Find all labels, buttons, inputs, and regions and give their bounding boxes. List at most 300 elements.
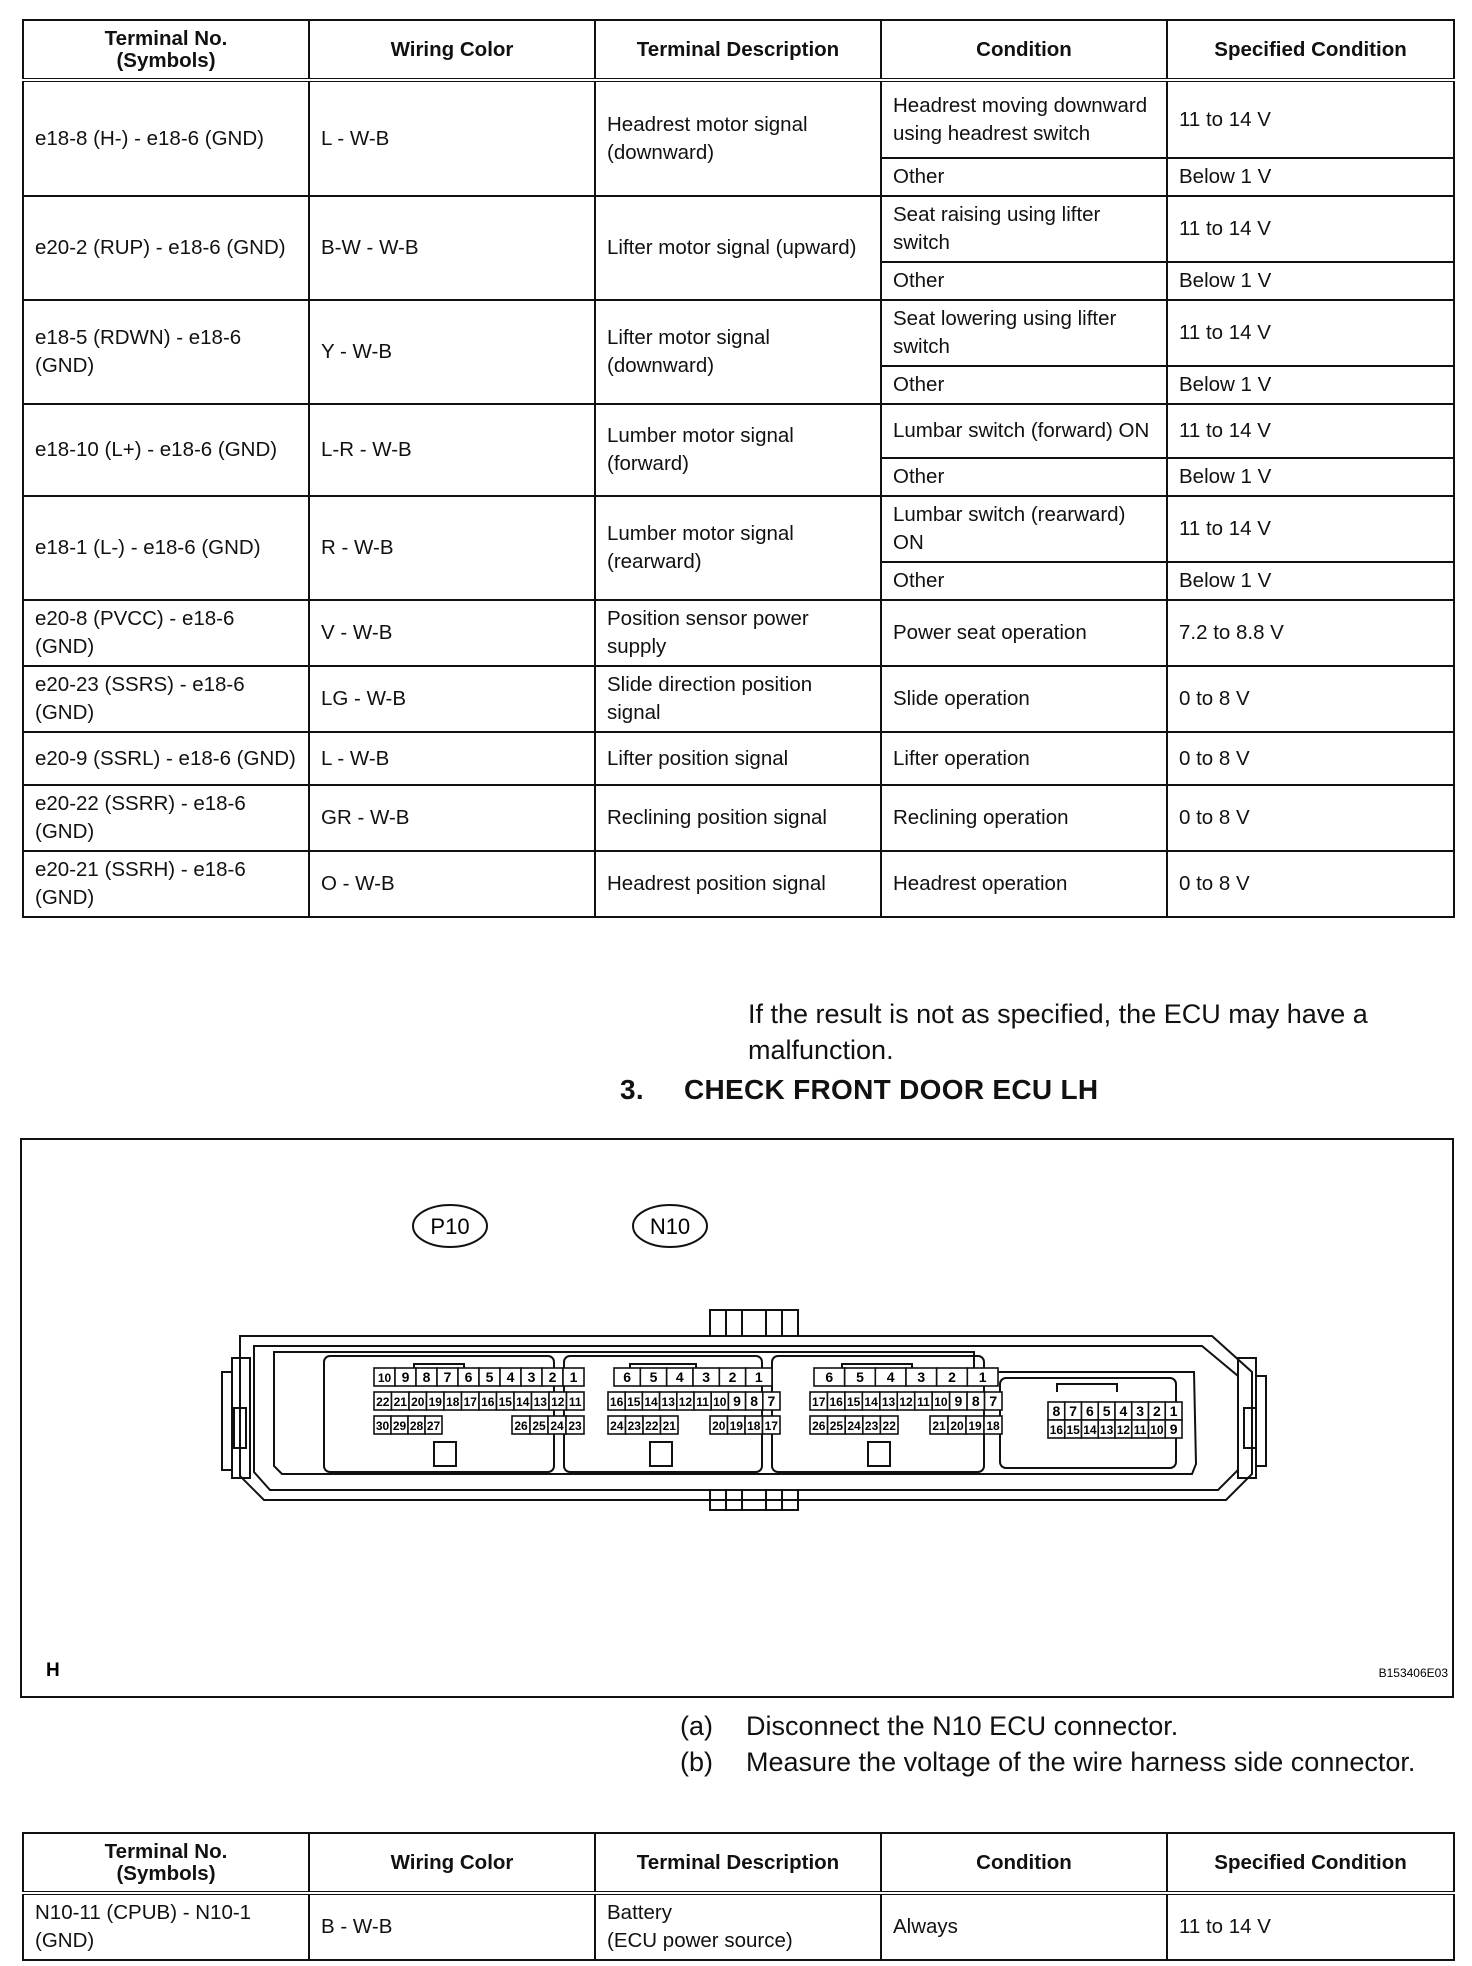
connector-pin	[542, 1368, 563, 1386]
table-row	[23, 496, 1454, 562]
connector-pin	[497, 1392, 515, 1410]
description-cell: Lifter motor signal (upward)	[595, 196, 881, 300]
connector-pin	[563, 1368, 584, 1386]
svg-text:7: 7	[767, 1393, 776, 1409]
column-header: Wiring Color	[309, 20, 595, 80]
terminal-cell: e20-22 (SSRR) - e18-6 (GND)	[23, 785, 309, 851]
connector-pin	[1065, 1402, 1082, 1420]
svg-text:2: 2	[548, 1369, 557, 1385]
malfunction-note: If the result is not as specified, the ECU may have a malfunction.	[748, 999, 1368, 1065]
connector-pin	[845, 1368, 876, 1386]
svg-text:3: 3	[527, 1369, 536, 1385]
connector-pin	[763, 1416, 781, 1434]
wiring-color-cell: V - W-B	[309, 600, 595, 666]
svg-text:10: 10	[713, 1395, 727, 1409]
figure-corner-label: H	[46, 1660, 60, 1681]
figure-code: B153406E03	[1378, 1666, 1448, 1680]
terminal-cell: e18-10 (L+) - e18-6 (GND)	[23, 404, 309, 496]
connector-pin	[416, 1368, 437, 1386]
svg-text:21: 21	[932, 1419, 946, 1433]
p10-label: P10	[430, 1214, 470, 1239]
connector-pin	[1082, 1420, 1099, 1438]
terminal-cell: N10-11 (CPUB) - N10-1 (GND)	[23, 1893, 309, 1960]
svg-text:24: 24	[550, 1419, 564, 1433]
svg-text:20: 20	[712, 1419, 726, 1433]
svg-text:8: 8	[750, 1393, 759, 1409]
svg-text:14: 14	[516, 1395, 530, 1409]
connector-pin	[966, 1416, 984, 1434]
connector-pin	[906, 1368, 937, 1386]
connector-pin	[614, 1368, 640, 1386]
step-text: Disconnect the N10 ECU connector.	[746, 1711, 1179, 1741]
spec-cell: 0 to 8 V	[1167, 851, 1454, 917]
connector-pin	[845, 1416, 863, 1434]
connector-pin	[444, 1392, 462, 1410]
svg-text:7: 7	[989, 1393, 998, 1409]
svg-text:12: 12	[899, 1395, 913, 1409]
svg-text:5: 5	[856, 1369, 864, 1385]
svg-text:7: 7	[443, 1369, 452, 1385]
step-text: Measure the voltage of the wire harness side connector.	[746, 1747, 1416, 1777]
terminal-cell: e20-2 (RUP) - e18-6 (GND)	[23, 196, 309, 300]
header-row	[23, 20, 1454, 80]
terminal-cell: e18-1 (L-) - e18-6 (GND)	[23, 496, 309, 600]
connector-pin	[479, 1392, 497, 1410]
svg-text:15: 15	[627, 1395, 641, 1409]
svg-text:22: 22	[645, 1419, 659, 1433]
svg-text:25: 25	[829, 1419, 844, 1433]
connector-pin	[409, 1392, 427, 1410]
svg-text:7: 7	[1069, 1403, 1078, 1419]
table-row	[23, 851, 1454, 917]
connector-pin	[930, 1416, 948, 1434]
connector-pin	[392, 1392, 410, 1410]
condition-cell: Slide operation	[881, 666, 1167, 732]
connector-pin	[932, 1392, 949, 1410]
description-cell: Lifter motor signal (downward)	[595, 300, 881, 404]
condition-cell: Other	[881, 458, 1167, 496]
connector-pin	[1098, 1402, 1115, 1420]
spec-cell: 11 to 14 V	[1167, 300, 1454, 366]
connector-pin	[660, 1392, 677, 1410]
connector-pin	[937, 1368, 968, 1386]
connector-pin	[500, 1368, 521, 1386]
svg-text:2: 2	[948, 1369, 956, 1385]
connector-pin	[667, 1368, 693, 1386]
svg-text:8: 8	[422, 1369, 431, 1385]
connector-pin	[374, 1416, 391, 1434]
svg-text:13: 13	[881, 1395, 896, 1409]
connector-pin	[521, 1368, 542, 1386]
svg-text:3: 3	[702, 1369, 711, 1385]
wiring-color-cell: O - W-B	[309, 851, 595, 917]
svg-text:5: 5	[649, 1369, 658, 1385]
condition-cell: Other	[881, 158, 1167, 196]
svg-text:25: 25	[532, 1419, 546, 1433]
connector-pin	[566, 1416, 584, 1434]
table-row	[23, 666, 1454, 732]
condition-cell: Lumbar switch (forward) ON	[881, 404, 1167, 458]
description-cell: Headrest position signal	[595, 851, 881, 917]
terminal-cell: e20-8 (PVCC) - e18-6 (GND)	[23, 600, 309, 666]
spec-cell: 11 to 14 V	[1167, 196, 1454, 262]
procedure-steps	[680, 1708, 1420, 1780]
column-header: Terminal Description	[595, 20, 881, 80]
wiring-color-cell: Y - W-B	[309, 300, 595, 404]
connector-pin	[458, 1368, 479, 1386]
svg-text:6: 6	[825, 1369, 834, 1385]
svg-text:26: 26	[514, 1419, 528, 1433]
condition-cell: Lumbar switch (rearward) ON	[881, 496, 1167, 562]
connector-pin	[845, 1392, 862, 1410]
description-cell: Lumber motor signal (rearward)	[595, 496, 881, 600]
spec-cell: 11 to 14 V	[1167, 1893, 1454, 1960]
svg-text:4: 4	[506, 1369, 515, 1385]
svg-text:18: 18	[446, 1395, 460, 1409]
step-b	[680, 1744, 1420, 1780]
svg-text:22: 22	[376, 1395, 390, 1409]
connector-pin	[763, 1392, 780, 1410]
spec-cell: 0 to 8 V	[1167, 732, 1454, 785]
svg-text:19: 19	[729, 1419, 743, 1433]
connector-pin	[640, 1368, 666, 1386]
table-row	[23, 785, 1454, 851]
svg-text:15: 15	[498, 1395, 512, 1409]
svg-text:10: 10	[934, 1395, 948, 1409]
connector-pin	[863, 1416, 881, 1434]
condition-cell: Seat lowering using lifter switch	[881, 300, 1167, 366]
svg-text:9: 9	[733, 1393, 741, 1409]
column-header: Wiring Color	[309, 1833, 595, 1893]
svg-text:10: 10	[377, 1371, 392, 1385]
svg-text:17: 17	[812, 1395, 826, 1409]
left-bracket	[222, 1358, 250, 1478]
connector-pin	[827, 1392, 844, 1410]
svg-text:23: 23	[627, 1419, 641, 1433]
wiring-color-cell: L-R - W-B	[309, 404, 595, 496]
connector-pin	[567, 1392, 585, 1410]
connector-pin	[512, 1416, 530, 1434]
table-row	[23, 80, 1454, 158]
connector-pin	[967, 1368, 998, 1386]
svg-text:30: 30	[375, 1419, 390, 1433]
connector-pin	[810, 1392, 827, 1410]
connector-pin	[1132, 1402, 1149, 1420]
connector-pin	[693, 1368, 719, 1386]
spec-cell: Below 1 V	[1167, 262, 1454, 300]
step-label: (b)	[680, 1747, 713, 1777]
connector-pin	[1149, 1402, 1166, 1420]
connector-pin	[1149, 1420, 1166, 1438]
connector-pin	[427, 1392, 445, 1410]
spec-cell: 11 to 14 V	[1167, 80, 1454, 158]
connector-pin	[479, 1368, 500, 1386]
column-header: Condition	[881, 20, 1167, 80]
connector-pin	[746, 1392, 763, 1410]
spec-cell: 11 to 14 V	[1167, 496, 1454, 562]
svg-text:17: 17	[463, 1395, 477, 1409]
svg-text:21: 21	[393, 1395, 407, 1409]
description-cell: Slide direction position signal	[595, 666, 881, 732]
connector-pin	[745, 1416, 763, 1434]
spec-cell: Below 1 V	[1167, 562, 1454, 600]
spec-cell: 11 to 14 V	[1167, 404, 1454, 458]
wiring-color-cell: L - W-B	[309, 732, 595, 785]
condition-cell: Other	[881, 562, 1167, 600]
svg-text:17: 17	[764, 1419, 778, 1433]
svg-text:13: 13	[661, 1395, 675, 1409]
connector-pin	[462, 1392, 480, 1410]
svg-text:12: 12	[551, 1395, 565, 1409]
svg-text:11: 11	[696, 1395, 709, 1409]
svg-text:24: 24	[610, 1419, 624, 1433]
svg-text:4: 4	[1119, 1403, 1128, 1419]
connector-pin	[694, 1392, 711, 1410]
connector-pin	[530, 1416, 548, 1434]
connector-pin	[437, 1368, 458, 1386]
connector-pin	[880, 1416, 898, 1434]
svg-text:3: 3	[1136, 1403, 1145, 1419]
description-cell: Position sensor power supply	[595, 600, 881, 666]
svg-text:19: 19	[968, 1419, 982, 1433]
svg-text:16: 16	[829, 1395, 843, 1409]
svg-text:9: 9	[1169, 1421, 1178, 1437]
voltage-spec-table-1	[22, 19, 1455, 918]
connector-pin	[643, 1416, 661, 1434]
terminal-cell: e18-5 (RDWN) - e18-6 (GND)	[23, 300, 309, 404]
ecu-connector-diagram	[22, 1140, 1456, 1700]
connector-pin	[608, 1416, 626, 1434]
svg-text:12: 12	[1116, 1423, 1131, 1437]
svg-text:13: 13	[1099, 1423, 1114, 1437]
svg-text:11: 11	[568, 1395, 582, 1409]
svg-text:23: 23	[864, 1419, 879, 1433]
svg-text:15: 15	[1066, 1423, 1080, 1437]
svg-text:4: 4	[886, 1369, 895, 1385]
svg-text:16: 16	[1049, 1423, 1064, 1437]
spec-cell: 7.2 to 8.8 V	[1167, 600, 1454, 666]
condition-cell: Seat raising using lifter switch	[881, 196, 1167, 262]
svg-text:20: 20	[950, 1419, 964, 1433]
table-row	[23, 404, 1454, 458]
connector-pin	[548, 1416, 566, 1434]
svg-text:29: 29	[392, 1419, 407, 1433]
terminal-cell: e20-21 (SSRH) - e18-6 (GND)	[23, 851, 309, 917]
svg-text:19: 19	[428, 1395, 442, 1409]
connector-pin	[625, 1392, 642, 1410]
connector-pin	[719, 1368, 745, 1386]
connector-pin	[374, 1392, 392, 1410]
connector-pin	[814, 1368, 845, 1386]
svg-text:13: 13	[533, 1395, 547, 1409]
table-row	[23, 732, 1454, 785]
spec-cell: 0 to 8 V	[1167, 785, 1454, 851]
connector-pin	[626, 1416, 644, 1434]
connector-pin	[1048, 1420, 1065, 1438]
svg-text:1: 1	[754, 1369, 763, 1385]
svg-text:8: 8	[1052, 1403, 1061, 1419]
spec-cell: Below 1 V	[1167, 458, 1454, 496]
svg-text:14: 14	[1083, 1423, 1097, 1437]
svg-text:10: 10	[1150, 1423, 1164, 1437]
connector-pin	[1048, 1402, 1065, 1420]
spec-cell: Below 1 V	[1167, 366, 1454, 404]
terminal-cell: e20-23 (SSRS) - e18-6 (GND)	[23, 666, 309, 732]
connector-pin	[985, 1392, 1002, 1410]
condition-cell: Headrest operation	[881, 851, 1167, 917]
connector-pin	[915, 1392, 932, 1410]
connector-pin	[875, 1368, 906, 1386]
svg-text:6: 6	[1085, 1403, 1094, 1419]
connector-pin	[514, 1392, 532, 1410]
connector-pin	[374, 1368, 395, 1386]
condition-cell: Power seat operation	[881, 600, 1167, 666]
svg-text:26: 26	[812, 1419, 826, 1433]
section-title: CHECK FRONT DOOR ECU LH	[684, 1074, 1099, 1105]
connector-pin	[391, 1416, 408, 1434]
top-latch	[710, 1310, 798, 1336]
svg-text:8: 8	[971, 1393, 980, 1409]
svg-text:24: 24	[847, 1419, 861, 1433]
n10-label: N10	[649, 1214, 691, 1239]
wiring-color-cell: R - W-B	[309, 496, 595, 600]
connector-pin	[984, 1416, 1002, 1434]
svg-text:1: 1	[569, 1369, 578, 1385]
connector-pin	[1165, 1402, 1182, 1420]
description-cell: Battery (ECU power source)	[595, 1893, 881, 1960]
connector-pin	[728, 1416, 746, 1434]
connector-pin	[948, 1416, 966, 1434]
connector-pin	[608, 1392, 625, 1410]
wiring-color-cell: L - W-B	[309, 80, 595, 196]
condition-cell: Other	[881, 366, 1167, 404]
column-header: Specified Condition	[1167, 1833, 1454, 1893]
column-header: Terminal No. (Symbols)	[23, 1833, 309, 1893]
table-row	[23, 300, 1454, 366]
svg-text:1: 1	[1169, 1403, 1178, 1419]
connector-pin	[897, 1392, 914, 1410]
svg-text:4: 4	[675, 1369, 684, 1385]
svg-text:14: 14	[644, 1395, 658, 1409]
connector-pin	[1098, 1420, 1115, 1438]
connector-pin	[967, 1392, 984, 1410]
svg-text:15: 15	[846, 1395, 861, 1409]
svg-text:3: 3	[917, 1369, 926, 1385]
connector-pin	[549, 1392, 567, 1410]
column-header: Specified Condition	[1167, 20, 1454, 80]
connector-pin	[880, 1392, 897, 1410]
svg-text:28: 28	[409, 1419, 424, 1433]
condition-cell: Always	[881, 1893, 1167, 1960]
svg-text:27: 27	[426, 1419, 441, 1433]
column-header: Terminal No. (Symbols)	[23, 20, 309, 80]
connector-pin	[828, 1416, 846, 1434]
column-header: Terminal Description	[595, 1833, 881, 1893]
header-row	[23, 1833, 1454, 1893]
terminal-cell: e18-8 (H-) - e18-6 (GND)	[23, 80, 309, 196]
svg-text:2: 2	[1152, 1403, 1161, 1419]
svg-text:14: 14	[864, 1395, 878, 1409]
connector-pin	[1065, 1420, 1082, 1438]
connector-pin	[950, 1392, 967, 1410]
svg-text:16: 16	[481, 1395, 495, 1409]
svg-text:6: 6	[623, 1369, 632, 1385]
svg-text:23: 23	[568, 1419, 582, 1433]
table-row	[23, 600, 1454, 666]
connector-pin	[1115, 1402, 1132, 1420]
condition-cell: Lifter operation	[881, 732, 1167, 785]
connector-pin	[1165, 1420, 1182, 1438]
table-row	[23, 196, 1454, 262]
svg-text:21: 21	[662, 1419, 676, 1433]
condition-cell: Reclining operation	[881, 785, 1167, 851]
connector-pin	[532, 1392, 550, 1410]
svg-text:11: 11	[1133, 1423, 1147, 1437]
svg-text:9: 9	[401, 1369, 410, 1385]
ecu-connector-figure	[20, 1138, 1454, 1698]
connector-pin	[661, 1416, 679, 1434]
connector-pin	[1132, 1420, 1149, 1438]
svg-text:6: 6	[464, 1369, 473, 1385]
connector-pin	[1082, 1402, 1099, 1420]
condition-cell: Headrest moving downward using headrest switch	[881, 80, 1167, 158]
svg-text:22: 22	[882, 1419, 896, 1433]
description-cell: Lifter position signal	[595, 732, 881, 785]
connector-pin	[642, 1392, 659, 1410]
connector-pin	[746, 1368, 772, 1386]
svg-text:9: 9	[954, 1393, 963, 1409]
terminal-cell: e20-9 (SSRL) - e18-6 (GND)	[23, 732, 309, 785]
connector-pin	[711, 1392, 728, 1410]
section-number: 3.	[620, 1074, 644, 1105]
description-cell: Reclining position signal	[595, 785, 881, 851]
connector-pin	[862, 1392, 879, 1410]
spec-cell: 0 to 8 V	[1167, 666, 1454, 732]
connector-pin	[395, 1368, 416, 1386]
wiring-color-cell: B - W-B	[309, 1893, 595, 1960]
svg-text:18: 18	[747, 1419, 761, 1433]
connector-pin	[677, 1392, 694, 1410]
section-heading	[620, 1074, 1098, 1106]
voltage-spec-table-2	[22, 1832, 1455, 1961]
svg-text:16: 16	[609, 1395, 624, 1409]
description-cell: Headrest motor signal (downward)	[595, 80, 881, 196]
step-label: (a)	[680, 1711, 713, 1741]
svg-text:20: 20	[411, 1395, 425, 1409]
table-row	[23, 1893, 1454, 1960]
column-header: Condition	[881, 1833, 1167, 1893]
wiring-color-cell: B-W - W-B	[309, 196, 595, 300]
svg-text:18: 18	[986, 1419, 1000, 1433]
svg-text:5: 5	[485, 1369, 494, 1385]
step-a	[680, 1708, 1420, 1744]
condition-cell: Other	[881, 262, 1167, 300]
connector-pin	[710, 1416, 728, 1434]
svg-text:12: 12	[678, 1395, 693, 1409]
svg-text:2: 2	[728, 1369, 737, 1385]
connector-pin	[1115, 1420, 1132, 1438]
connector-pin	[810, 1416, 828, 1434]
connector-pin	[425, 1416, 442, 1434]
spec-cell: Below 1 V	[1167, 158, 1454, 196]
description-cell: Lumber motor signal (forward)	[595, 404, 881, 496]
svg-text:5: 5	[1102, 1403, 1111, 1419]
svg-text:1: 1	[978, 1369, 987, 1385]
wiring-color-cell: LG - W-B	[309, 666, 595, 732]
connector-pin	[408, 1416, 425, 1434]
svg-text:11: 11	[917, 1395, 930, 1409]
connector-pin	[728, 1392, 745, 1410]
